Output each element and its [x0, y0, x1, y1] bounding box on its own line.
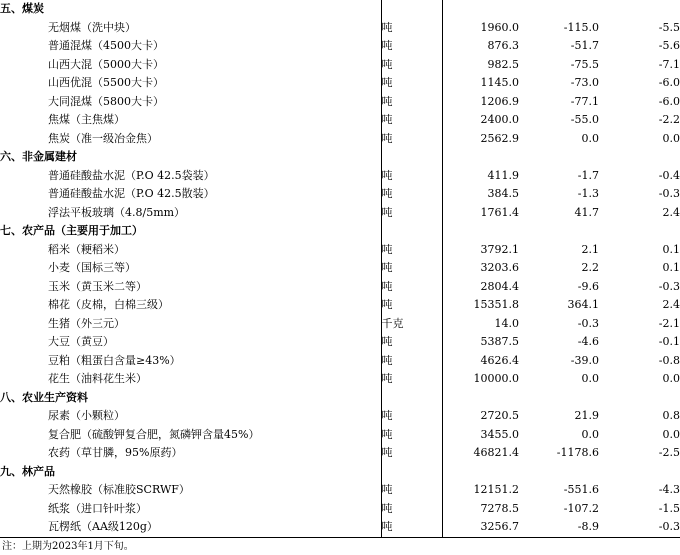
- table-row: [0, 259, 680, 278]
- table-row: [0, 481, 680, 500]
- item-price: 10000.0: [442, 370, 519, 389]
- footnote: 注：上期为2023年1月下旬。: [2, 541, 134, 552]
- section-chg-cell: [519, 0, 599, 19]
- section-title: 七、农产品（主要用于加工）: [0, 224, 143, 237]
- item-unit: 吨: [381, 518, 442, 537]
- item-change: 0.0: [581, 427, 599, 441]
- table-row: [0, 296, 680, 315]
- item-change-pct: 0.0: [662, 372, 680, 385]
- item-change: -1.3: [577, 187, 599, 200]
- section-pct-cell: [599, 0, 680, 19]
- item-name: 普通硅酸盐水泥（P.O 42.5散装）: [48, 187, 215, 200]
- item-unit: 吨: [381, 259, 442, 278]
- table-row: [0, 111, 680, 130]
- item-change-pct: -7.1: [658, 57, 680, 71]
- section-pct-cell: [599, 148, 680, 167]
- item-unit: 吨: [381, 74, 442, 93]
- item-price: 384.5: [442, 185, 519, 204]
- section-unit-cell: [381, 463, 442, 482]
- item-change-pct: -0.8: [658, 353, 680, 367]
- table-row: [0, 370, 680, 389]
- item-change-pct: -6.0: [658, 94, 680, 108]
- item-price: 982.5: [442, 56, 519, 75]
- item-name: 大豆（黄豆）: [48, 335, 114, 348]
- section-header: [0, 222, 680, 241]
- item-change-pct: -6.0: [658, 76, 680, 89]
- item-change: -551.6: [563, 483, 599, 496]
- section-unit-cell: [381, 148, 442, 167]
- table-row: [0, 167, 680, 186]
- item-change-pct: -2.5: [658, 446, 680, 459]
- table-row: [0, 37, 680, 56]
- section-chg-cell: [519, 389, 599, 408]
- item-unit: 吨: [381, 19, 442, 38]
- table-row: [0, 500, 680, 519]
- item-unit: 吨: [381, 93, 442, 112]
- item-change: 21.9: [574, 409, 599, 422]
- table-row: [0, 204, 680, 223]
- item-name: 普通硅酸盐水泥（P.O 42.5袋装）: [48, 168, 215, 182]
- section-header: [0, 0, 680, 19]
- item-change-pct: -2.1: [658, 316, 680, 330]
- item-unit: 吨: [381, 296, 442, 315]
- item-name: 焦炭（准一级冶金焦）: [48, 131, 158, 145]
- item-change-pct: 0.1: [662, 261, 680, 274]
- item-name: 纸浆（进口针叶浆）: [48, 501, 147, 515]
- item-change-pct: 0.0: [662, 131, 680, 145]
- item-price: 3203.6: [442, 259, 519, 278]
- section-title: 九、林产品: [0, 464, 55, 478]
- item-unit: 吨: [381, 167, 442, 186]
- item-change-pct: -0.1: [658, 335, 680, 348]
- table-row: [0, 74, 680, 93]
- section-price-cell: [442, 389, 519, 408]
- item-change-pct: 0.8: [662, 409, 680, 422]
- section-chg-cell: [519, 148, 599, 167]
- item-unit: 吨: [381, 204, 442, 223]
- table-row: [0, 185, 680, 204]
- item-name: 玉米（黄玉米二等）: [48, 279, 147, 293]
- table-row: [0, 130, 680, 149]
- item-change: -9.6: [577, 279, 599, 293]
- section-chg-cell: [519, 463, 599, 482]
- item-name: 豆粕（粗蛋白含量≥43%）: [48, 353, 181, 367]
- item-name: 普通混煤（4500大卡）: [48, 39, 164, 52]
- section-pct-cell: [599, 389, 680, 408]
- table-row: [0, 426, 680, 445]
- item-price: 14.0: [442, 315, 519, 334]
- item-name: 瓦楞纸（AA级120g）: [0, 518, 381, 537]
- item-unit: 吨: [381, 56, 442, 75]
- item-change: -55.0: [570, 113, 599, 126]
- item-price: 1145.0: [442, 74, 519, 93]
- item-unit: 吨: [381, 278, 442, 297]
- table-row: [0, 56, 680, 75]
- item-price: 2804.4: [442, 278, 519, 297]
- item-change: -0.3: [577, 316, 599, 330]
- item-unit: 吨: [381, 426, 442, 445]
- item-price: 5387.5: [442, 333, 519, 352]
- item-name: 浮法平板玻璃（4.8/5mm）: [48, 205, 186, 219]
- item-unit: 吨: [381, 241, 442, 260]
- item-change: -107.2: [563, 501, 599, 515]
- item-unit: 吨: [381, 481, 442, 500]
- item-change: -77.1: [570, 94, 599, 108]
- item-change: -75.5: [570, 57, 599, 71]
- item-price: 4626.4: [442, 352, 519, 371]
- item-name: 大同混煤（5800大卡）: [48, 94, 164, 108]
- item-unit: 吨: [381, 37, 442, 56]
- section-price-cell: [442, 463, 519, 482]
- item-name: 尿素（小颗粒）: [48, 409, 125, 422]
- item-change-pct: 0.1: [662, 242, 680, 256]
- section-price-cell: [442, 222, 519, 241]
- item-name: 稻米（粳稻米）: [48, 242, 125, 256]
- section-pct-cell: [599, 222, 680, 241]
- item-change: -39.0: [570, 353, 599, 367]
- item-change-pct: -5.5: [658, 20, 680, 34]
- item-price: 2400.0: [442, 111, 519, 130]
- table-row: [0, 518, 680, 537]
- item-change-pct: -0.3: [599, 518, 680, 537]
- item-change: -73.0: [570, 76, 599, 89]
- section-header: [0, 463, 680, 482]
- section-title: 八、农业生产资料: [0, 390, 88, 404]
- item-price: 15351.8: [442, 296, 519, 315]
- item-change-pct: -0.3: [658, 279, 680, 293]
- item-change-pct: -5.6: [658, 39, 680, 52]
- section-pct-cell: [599, 463, 680, 482]
- item-name: 天然橡胶（标准胶SCRWF）: [48, 483, 190, 496]
- item-unit: 吨: [381, 185, 442, 204]
- item-unit: 吨: [381, 333, 442, 352]
- item-change-pct: -1.5: [658, 501, 680, 515]
- item-change: -115.0: [563, 20, 599, 34]
- item-name: 复合肥（硫酸钾复合肥，氮磷钾含量45%）: [48, 427, 260, 441]
- item-name: 无烟煤（洗中块）: [48, 20, 136, 34]
- item-change-pct: 0.0: [662, 427, 680, 441]
- item-price: 411.9: [442, 167, 519, 186]
- section-unit-cell: [381, 0, 442, 19]
- item-name: 棉花（皮棉，白棉三级）: [48, 298, 169, 311]
- item-change: 364.1: [567, 298, 599, 311]
- item-price: 2720.5: [442, 407, 519, 426]
- item-price: 1960.0: [442, 19, 519, 38]
- item-name: 小麦（国标三等）: [48, 261, 136, 274]
- section-chg-cell: [519, 222, 599, 241]
- item-price: 7278.5: [442, 500, 519, 519]
- item-name: 农药（草甘膦，95%原药）: [48, 446, 183, 459]
- item-price: 12151.2: [442, 481, 519, 500]
- section-unit-cell: [381, 389, 442, 408]
- item-name: 山西优混（5500大卡）: [48, 76, 164, 89]
- item-price: 1206.9: [442, 93, 519, 112]
- section-header: [0, 389, 680, 408]
- item-name: 花生（油料花生米）: [48, 372, 147, 385]
- section-unit-cell: [381, 222, 442, 241]
- table-row: [0, 352, 680, 371]
- item-price: 2562.9: [442, 130, 519, 149]
- item-change-pct: 2.4: [662, 298, 680, 311]
- section-header: [0, 148, 680, 167]
- item-price: 876.3: [442, 37, 519, 56]
- section-price-cell: [442, 148, 519, 167]
- item-unit: 吨: [381, 352, 442, 371]
- item-change-pct: -2.2: [658, 113, 680, 126]
- item-unit: 吨: [381, 407, 442, 426]
- section-title: 六、非金属建材: [0, 150, 77, 163]
- item-change: 0.0: [581, 372, 599, 385]
- section-title: 五、煤炭: [0, 2, 44, 15]
- item-change: 41.7: [574, 205, 599, 219]
- table-row: [0, 444, 680, 463]
- item-price: 3455.0: [442, 426, 519, 445]
- item-change-pct: -0.3: [658, 187, 680, 200]
- item-change: 2.1: [581, 242, 599, 256]
- item-price: 1761.4: [442, 204, 519, 223]
- table-row: [0, 407, 680, 426]
- section-price-cell: [442, 0, 519, 19]
- item-unit: 吨: [381, 130, 442, 149]
- item-name: 生猪（外三元）: [48, 316, 125, 330]
- item-unit: 吨: [381, 500, 442, 519]
- item-price: 3792.1: [442, 241, 519, 260]
- item-unit: 吨: [381, 444, 442, 463]
- item-change: -51.7: [570, 39, 599, 52]
- table-row: [0, 19, 680, 38]
- item-change: -4.6: [577, 335, 599, 348]
- table-row: [0, 93, 680, 112]
- item-change: -8.9: [519, 518, 599, 537]
- item-change: -1178.6: [556, 446, 599, 459]
- item-change: -1.7: [577, 168, 599, 182]
- item-unit: 吨: [381, 370, 442, 389]
- item-unit: 千克: [381, 315, 442, 334]
- table-row: [0, 333, 680, 352]
- item-name: 山西大混（5000大卡）: [48, 57, 164, 71]
- table-row: [0, 278, 680, 297]
- item-change-pct: 2.4: [662, 205, 680, 219]
- item-price: 46821.4: [442, 444, 519, 463]
- table-row: [0, 241, 680, 260]
- table-row: [0, 315, 680, 334]
- item-price: 3256.7: [442, 518, 519, 537]
- item-change-pct: -0.4: [658, 168, 680, 182]
- item-name: 焦煤（主焦煤）: [48, 113, 125, 126]
- item-unit: 吨: [381, 111, 442, 130]
- item-change: 0.0: [581, 131, 599, 145]
- item-change-pct: -4.3: [658, 483, 680, 496]
- item-change: 2.2: [581, 261, 599, 274]
